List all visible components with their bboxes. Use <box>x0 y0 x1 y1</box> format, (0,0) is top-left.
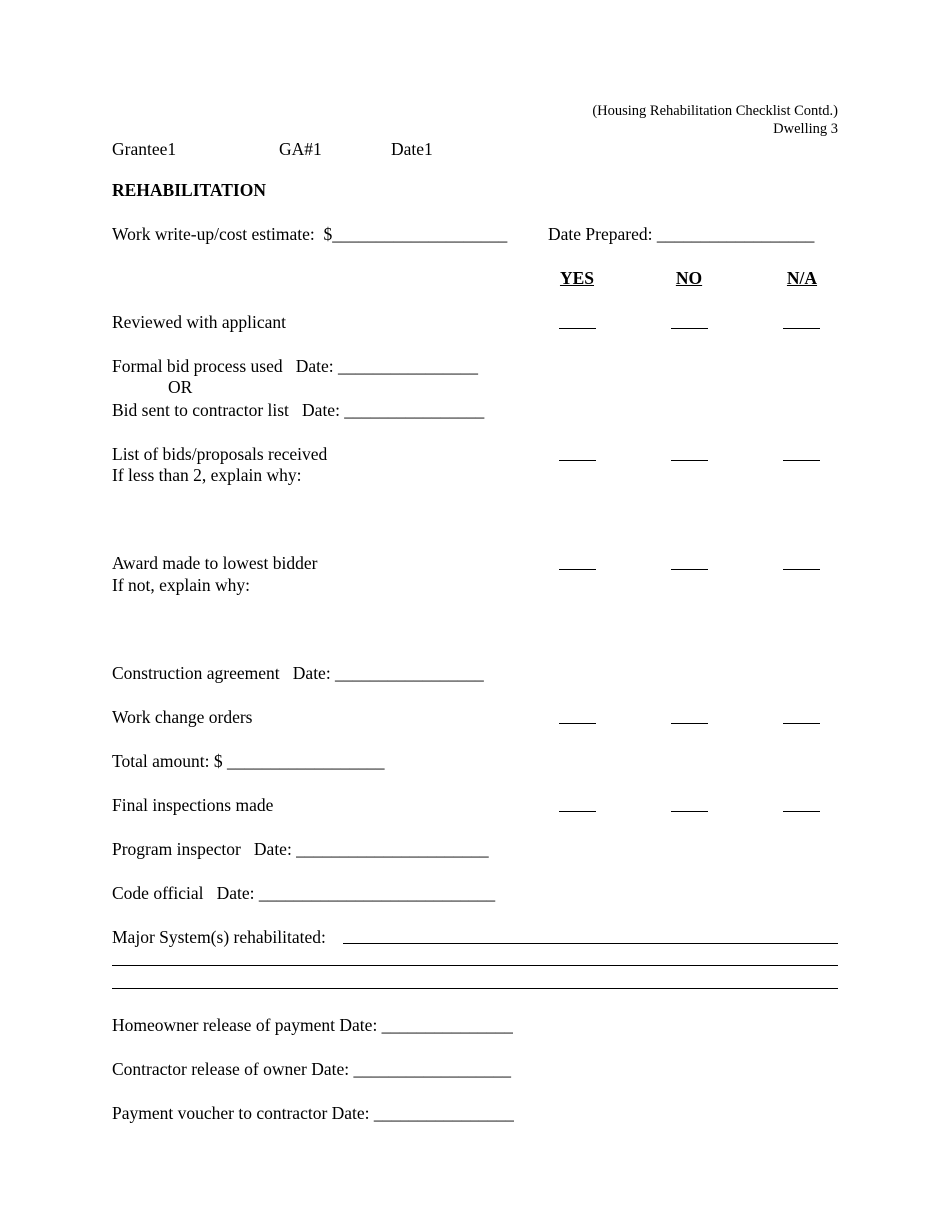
item-bid-sent: Bid sent to contractor list Date: ________________ <box>112 400 485 420</box>
item-code-official: Code official Date: ___________________________ <box>112 883 496 903</box>
column-no: NO <box>675 268 703 288</box>
item-bids-list: List of bids/proposals received <box>112 444 328 464</box>
item-payment-voucher: Payment voucher to contractor Date: ________________ <box>112 1103 514 1123</box>
bids-explain-label: If less than 2, explain why: <box>112 465 302 485</box>
change-orders-yes-blank[interactable] <box>559 723 596 724</box>
change-orders-no-blank[interactable] <box>671 723 708 724</box>
item-construction-agreement: Construction agreement Date: _________________ <box>112 663 484 683</box>
inspections-no-blank[interactable] <box>671 811 708 812</box>
award-explain-label: If not, explain why: <box>112 575 251 595</box>
item-major-systems: Major System(s) rehabilitated: <box>112 927 326 947</box>
item-change-orders: Work change orders <box>112 707 253 727</box>
bids-yes-blank[interactable] <box>559 460 596 461</box>
reviewed-yes-blank[interactable] <box>559 328 596 329</box>
inspections-yes-blank[interactable] <box>559 811 596 812</box>
item-final-inspections: Final inspections made <box>112 795 274 815</box>
award-no-blank[interactable] <box>671 569 708 570</box>
dwelling-label: Dwelling 3 <box>773 121 838 137</box>
reviewed-no-blank[interactable] <box>671 328 708 329</box>
date-prepared-line: Date Prepared: __________________ <box>548 224 815 244</box>
major-systems-blank-1[interactable] <box>343 943 838 944</box>
column-na: N/A <box>786 268 818 288</box>
item-contractor-release: Contractor release of owner Date: __________________ <box>112 1059 511 1079</box>
item-program-inspector: Program inspector Date: ______________________ <box>112 839 489 859</box>
column-yes: YES <box>559 268 595 288</box>
bids-no-blank[interactable] <box>671 460 708 461</box>
cost-estimate-line: Work write-up/cost estimate: $____________________ <box>112 224 508 244</box>
inspections-na-blank[interactable] <box>783 811 820 812</box>
date-field: Date1 <box>391 139 433 159</box>
change-orders-na-blank[interactable] <box>783 723 820 724</box>
section-title: REHABILITATION <box>112 180 266 200</box>
item-reviewed: Reviewed with applicant <box>112 312 286 332</box>
item-formal-bid: Formal bid process used Date: ________________ <box>112 356 478 376</box>
item-total-amount: Total amount: $ __________________ <box>112 751 385 771</box>
major-systems-blank-2[interactable] <box>112 965 838 966</box>
grantee-field: Grantee1 <box>112 139 177 159</box>
award-na-blank[interactable] <box>783 569 820 570</box>
award-yes-blank[interactable] <box>559 569 596 570</box>
continuation-note: (Housing Rehabilitation Checklist Contd.) <box>592 103 838 119</box>
reviewed-na-blank[interactable] <box>783 328 820 329</box>
major-systems-blank-3[interactable] <box>112 988 838 989</box>
bids-na-blank[interactable] <box>783 460 820 461</box>
item-award: Award made to lowest bidder <box>112 553 318 573</box>
ga-number-field: GA#1 <box>279 139 322 159</box>
or-label: OR <box>168 377 193 397</box>
item-homeowner-release: Homeowner release of payment Date: _______________ <box>112 1015 513 1035</box>
